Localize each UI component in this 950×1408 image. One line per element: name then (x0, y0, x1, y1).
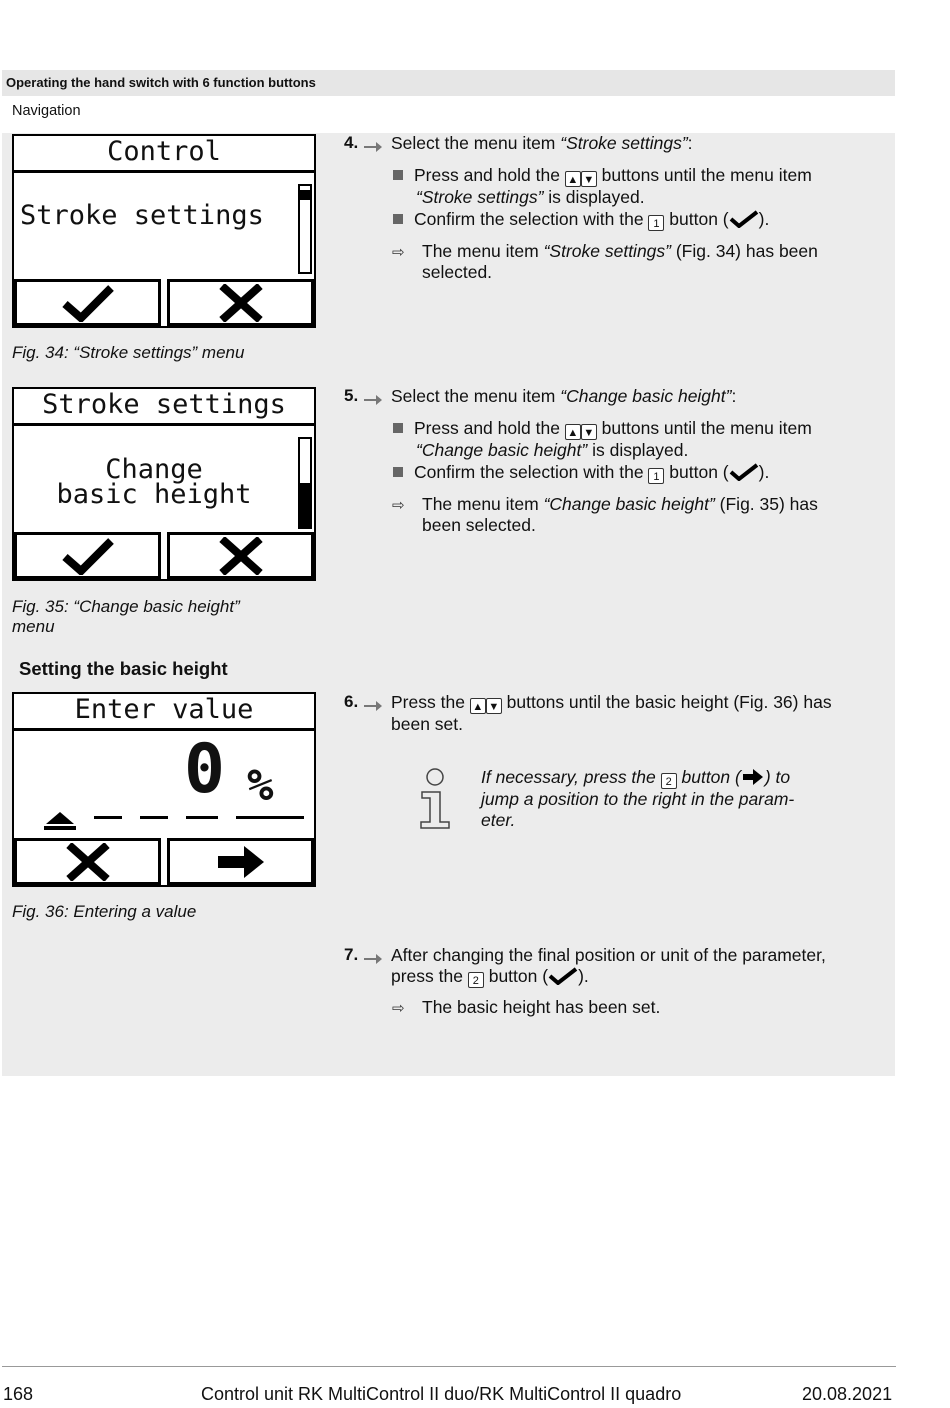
lcd-title: Stroke settings (14, 389, 314, 426)
figure-35-caption (12, 597, 240, 637)
cross-icon (214, 284, 268, 322)
key-1-icon: 1 (648, 468, 664, 484)
section-title: Setting the basic height (19, 658, 228, 679)
step-arrow-icon (364, 700, 382, 712)
step-5-result: The menu item “Change basic height” (Fig. 35) has been selected. (422, 494, 818, 535)
caption-line-1: Fig. 35: “Change basic height” (12, 597, 240, 616)
step-5-text: Select the menu item “Change basic height”: (391, 386, 737, 406)
step-arrow-icon (364, 953, 382, 965)
lcd-unit: % (247, 760, 274, 811)
lcd-softkeys (14, 532, 314, 579)
step-4-number: 4. (344, 133, 359, 152)
lcd-value-area (14, 730, 314, 838)
step-7-result: The basic height has been set. (422, 997, 661, 1017)
lcd-figure-35 (12, 387, 316, 581)
lcd-line-2: basic height (56, 479, 252, 510)
check-icon (61, 284, 115, 322)
step-7-number: 7. (344, 945, 359, 964)
lcd-scrollbar (298, 184, 312, 274)
lcd-softkey-left (14, 532, 161, 579)
lcd-softkeys (14, 279, 314, 326)
check-icon (61, 537, 115, 575)
basic-height-icon (42, 810, 78, 834)
arrow-right-icon (741, 768, 765, 786)
lcd-softkey-right (167, 279, 314, 326)
up-key-icon: ▲ (565, 171, 581, 187)
header-subtitle: Navigation (12, 103, 81, 119)
info-icon (418, 768, 452, 830)
step-4-result: The menu item “Stroke settings” (Fig. 34) has been selected. (422, 241, 818, 282)
step-7-text: After changing the final position or unit of the parameter, press the 2 button ( ). (391, 945, 826, 987)
check-icon (548, 967, 578, 985)
bullet-icon (393, 214, 403, 224)
lcd-menu-item (14, 454, 294, 510)
bullet-icon (393, 170, 403, 180)
document-title: Control unit RK MultiControl II duo/RK MultiControl II quadro (201, 1384, 682, 1404)
step-4-bullet-2: Confirm the selection with the 1 button ( ). (414, 209, 770, 230)
key-2-icon: 2 (661, 773, 677, 789)
arrow-right-icon (214, 843, 268, 881)
step-5-bullet-1: Press and hold the ▲ ▼ buttons until the menu item “Change basic height” is displayed. (414, 418, 812, 460)
unit-underline (236, 816, 304, 819)
digit-placeholder (94, 816, 122, 819)
lcd-softkey-left (14, 279, 161, 326)
step-4-bullet-1: Press and hold the ▲ ▼ buttons until the menu item “Stroke settings” is displayed. (414, 165, 812, 207)
step-arrow-icon (364, 141, 382, 153)
lcd-figure-34 (12, 134, 316, 328)
bullet-icon (393, 467, 403, 477)
digit-placeholder (140, 816, 168, 819)
figure-34-caption: Fig. 34: “Stroke settings” menu (12, 343, 245, 362)
lcd-softkey-right (167, 532, 314, 579)
info-note: If necessary, press the 2 button ( ) to jump a position to the right in the param- eter. (481, 767, 795, 830)
lcd-title: Control (14, 136, 314, 173)
figure-36-caption: Fig. 36: Entering a value (12, 902, 197, 921)
result-arrow-icon: ⇨ (392, 244, 405, 261)
header-title: Operating the hand switch with 6 function buttons (6, 75, 316, 90)
up-key-icon: ▲ (565, 424, 581, 440)
lcd-title: Enter value (14, 694, 314, 731)
step-6-number: 6. (344, 692, 359, 711)
lcd-softkey-right (167, 838, 314, 885)
step-5-bullet-2: Confirm the selection with the 1 button ( ). (414, 462, 770, 483)
down-key-icon: ▼ (486, 698, 502, 714)
footer-rule (2, 1366, 896, 1367)
lcd-menu-item: Stroke settings (20, 200, 264, 231)
document-date: 20.08.2021 (802, 1384, 893, 1404)
step-arrow-icon (364, 394, 382, 406)
cross-icon (214, 537, 268, 575)
lcd-softkeys (14, 838, 314, 885)
step-6-text: Press the ▲ ▼ buttons until the basic height (Fig. 36) has been set. (391, 692, 832, 734)
lcd-value: 0 (184, 730, 225, 809)
result-arrow-icon: ⇨ (392, 497, 405, 514)
page-number: 168 (3, 1384, 34, 1404)
check-icon (729, 210, 759, 228)
lcd-softkey-left (14, 838, 161, 885)
caption-line-2: menu (12, 617, 55, 636)
key-2-icon: 2 (468, 972, 484, 988)
check-icon (729, 463, 759, 481)
bullet-icon (393, 423, 403, 433)
down-key-icon: ▼ (581, 424, 597, 440)
step-4-text: Select the menu item “Stroke settings”: (391, 133, 693, 153)
cross-icon (61, 843, 115, 881)
lcd-scrollbar (298, 437, 312, 529)
up-key-icon: ▲ (470, 698, 486, 714)
key-1-icon: 1 (648, 215, 664, 231)
digit-cursor (186, 816, 218, 819)
result-arrow-icon: ⇨ (392, 1000, 405, 1017)
down-key-icon: ▼ (581, 171, 597, 187)
lcd-figure-36 (12, 692, 316, 887)
step-5-number: 5. (344, 386, 359, 405)
lcd-line-1: Change (105, 454, 203, 485)
